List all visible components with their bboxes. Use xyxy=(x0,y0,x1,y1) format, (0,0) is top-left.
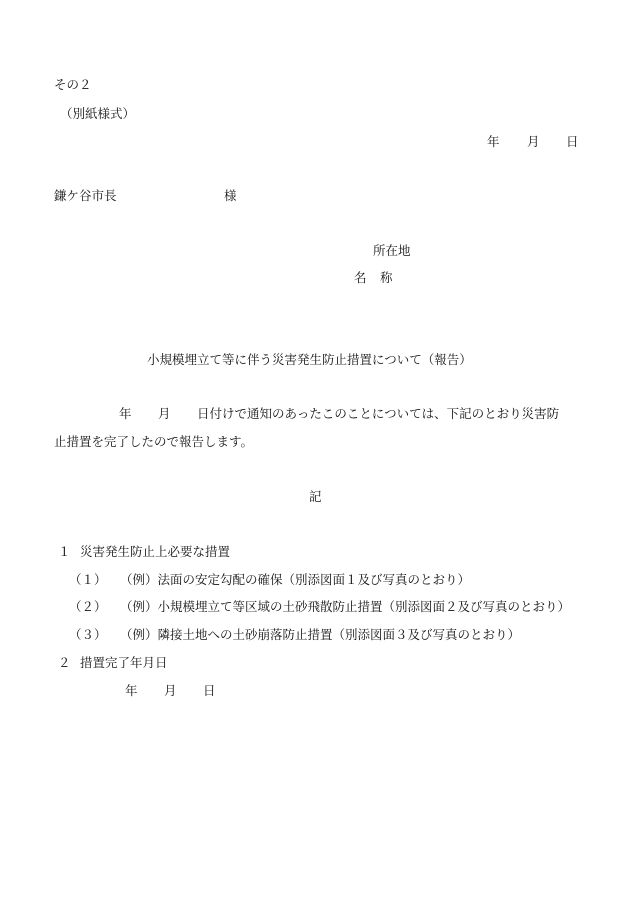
section1-item1-text: （例）法面の安定勾配の確保（別添図面１及び写真のとおり） xyxy=(120,572,471,587)
body-year: 年 xyxy=(119,406,132,421)
date-month: 月 xyxy=(527,134,540,149)
section2-month: 月 xyxy=(164,683,177,698)
form-name: （別紙様式） xyxy=(60,106,136,121)
body-text-line2: 止措置を完了したので報告します。 xyxy=(54,434,254,449)
section1-item1-number: （１） xyxy=(69,572,107,587)
section2-number: ２ xyxy=(58,655,71,670)
section1-item2-number: （２） xyxy=(69,599,107,614)
section2-day: 日 xyxy=(203,683,216,698)
addressee-honorific: 様 xyxy=(224,188,237,203)
body-month: 月 xyxy=(158,406,171,421)
addressee-name: 鎌ケ谷市長 xyxy=(54,188,117,203)
document-title: 小規模埋立て等に伴う災害発生防止措置について（報告） xyxy=(147,352,472,367)
sender-name-label-1: 名 xyxy=(354,270,367,285)
header-label: その２ xyxy=(54,77,92,92)
body-text-line1: 日付けで通知のあったこのことについては、下記のとおり災害防 xyxy=(197,406,560,421)
section1-item3-text: （例）隣接土地への土砂崩落防止措置（別添図面３及び写真のとおり） xyxy=(120,627,521,642)
section1-heading: 災害発生防止上必要な措置 xyxy=(80,544,231,559)
section2-heading: 措置完了年月日 xyxy=(80,655,168,670)
section1-item3-number: （３） xyxy=(69,627,107,642)
sender-address-label: 所在地 xyxy=(373,243,411,258)
date-day: 日 xyxy=(566,134,579,149)
ki-mark: 記 xyxy=(309,489,322,504)
section2-year: 年 xyxy=(125,683,138,698)
section1-item2-text: （例）小規模埋立て等区域の土砂飛散防止措置（別添図面２及び写真のとおり） xyxy=(120,599,571,614)
sender-name-label-2: 称 xyxy=(380,270,393,285)
section1-number: １ xyxy=(58,544,71,559)
date-year: 年 xyxy=(487,134,500,149)
